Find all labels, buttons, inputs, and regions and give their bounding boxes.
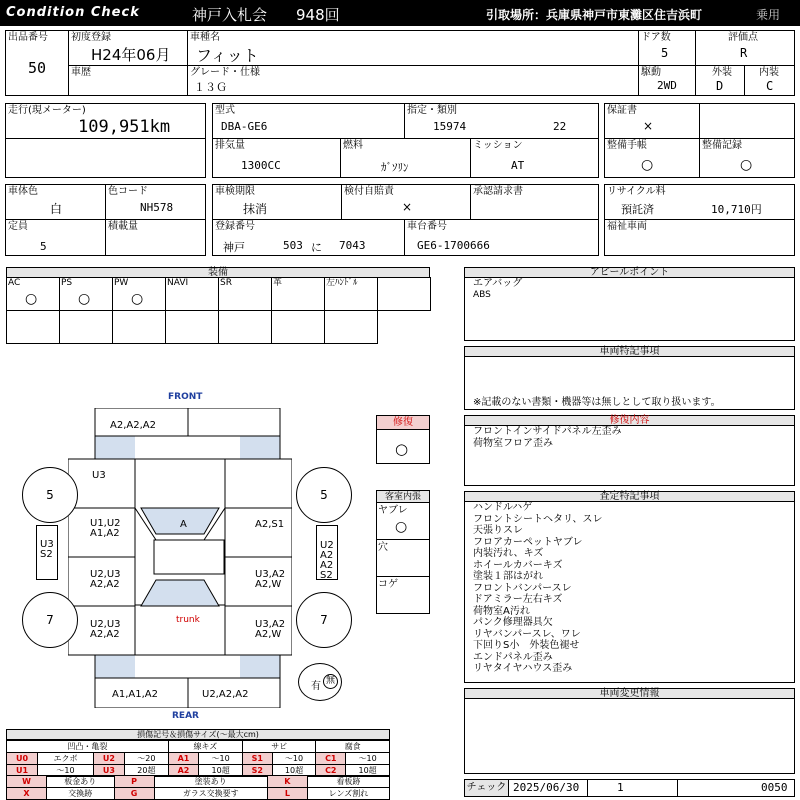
legend-group: 腐食 bbox=[316, 741, 390, 753]
inspection-notes-box bbox=[464, 501, 795, 683]
pickup-location: 引取場所：兵庫県神戸市東灘区住吉浜町 bbox=[486, 8, 703, 22]
rating-cell bbox=[695, 30, 795, 66]
inspection-note-line: 下回りS小 外装色褪せ bbox=[473, 640, 580, 651]
equipment-empty-cell bbox=[59, 310, 113, 344]
maintenance-record-cell bbox=[699, 138, 795, 178]
panel-left-door1: U1,U2 A1,A2 bbox=[90, 518, 121, 539]
inspection-note-line: 塗装１部はがれ bbox=[473, 571, 543, 582]
cabin-item-tear bbox=[377, 503, 429, 540]
vehicle-changes-box bbox=[464, 698, 795, 774]
front-label: FRONT bbox=[168, 392, 203, 402]
fuel-label: 燃料 bbox=[343, 140, 363, 151]
mileage-label: 走行(現メーター) bbox=[8, 105, 86, 116]
auction-name: 神戸入札会 bbox=[192, 6, 268, 24]
inspection-note-line: フロントシートヘタリ、スレ bbox=[473, 513, 603, 525]
tire-front-right: 5 bbox=[296, 467, 352, 523]
legend-desc: 10超 bbox=[272, 765, 316, 777]
panel-left-door2: U2,U3 A2,A2 bbox=[90, 569, 121, 590]
equipment-item bbox=[112, 277, 166, 311]
legend-code: X bbox=[7, 788, 47, 800]
legend-desc: 看板跡 bbox=[307, 776, 389, 788]
recycle-label: リサイクル料 bbox=[607, 186, 666, 197]
repair-detail-line: 荷物室フロア歪み bbox=[473, 437, 553, 449]
vehicle-changes-title: 車両変更情報 bbox=[464, 688, 795, 699]
transmission-cell bbox=[470, 138, 599, 178]
check-divider bbox=[587, 780, 588, 796]
legend-code: S1 bbox=[243, 753, 273, 765]
inspection-note-line: 内装汚れ、キズ bbox=[473, 548, 544, 559]
appeal-line: エアバッグ bbox=[473, 278, 523, 289]
equipment-empty-cell bbox=[165, 310, 219, 344]
capacity: 5 bbox=[40, 240, 47, 253]
legend-desc: 〜10 bbox=[199, 753, 243, 765]
cabin-title: 客室内張 bbox=[377, 491, 429, 503]
check-date: 2025/06/30 bbox=[513, 781, 580, 794]
interior: C bbox=[766, 79, 774, 93]
reg-kana: に bbox=[311, 241, 322, 254]
inspection-note-line: フロントバンパースレ bbox=[473, 582, 572, 594]
cabin-item-label: 穴 bbox=[378, 542, 388, 553]
appeal-box bbox=[464, 277, 795, 341]
insurance: × bbox=[402, 200, 413, 214]
panel-right-door1: A2,S1 bbox=[255, 519, 285, 530]
inspection-cell bbox=[212, 184, 342, 220]
model: DBA-GE6 bbox=[221, 120, 268, 133]
repair-details-title: 修復内容 bbox=[464, 415, 795, 426]
welfare-cell bbox=[604, 219, 795, 256]
displacement-label: 排気量 bbox=[215, 140, 245, 151]
car-name: フィット bbox=[196, 46, 259, 65]
equipment-item bbox=[59, 277, 113, 311]
tire-rear-right: 7 bbox=[296, 592, 352, 648]
load-cell bbox=[105, 219, 206, 256]
designation: 15974 bbox=[433, 120, 467, 133]
check-footer bbox=[464, 779, 795, 797]
inspection-note-line: ホイールカバーキズ bbox=[473, 559, 563, 571]
chassis-label: 車台番号 bbox=[407, 221, 447, 232]
first-reg-label: 初度登録 bbox=[71, 32, 111, 43]
spare-label: 有 bbox=[311, 681, 321, 692]
legend-code: P bbox=[114, 776, 154, 788]
rating: R bbox=[740, 46, 748, 60]
rear-label: REAR bbox=[172, 711, 199, 721]
displacement-cell bbox=[212, 138, 341, 178]
panel-roof: A bbox=[180, 519, 187, 530]
equipment-item bbox=[324, 277, 378, 311]
repair-box bbox=[376, 415, 430, 464]
inspection-note-line: ハンドルハゲ bbox=[473, 502, 533, 513]
interior-cell bbox=[744, 65, 795, 96]
warranty-label: 保証書 bbox=[607, 105, 637, 116]
warranty-extra-cell bbox=[699, 103, 795, 139]
spare-tire bbox=[298, 663, 342, 701]
legend-group: 線キズ bbox=[168, 741, 242, 753]
appeal-lines bbox=[473, 278, 522, 301]
equipment-item bbox=[218, 277, 272, 311]
recycle-fee: 10,710円 bbox=[711, 203, 762, 216]
grade: １３Ｇ bbox=[194, 81, 227, 94]
inspection-note-line: パンク修理器具欠 bbox=[473, 617, 553, 628]
exterior-label: 外装 bbox=[712, 67, 732, 78]
legend-desc: 〜10 bbox=[272, 753, 316, 765]
exterior: D bbox=[716, 79, 724, 93]
listing-no-label: 出品番号 bbox=[8, 32, 48, 43]
legend-desc: 〜10 bbox=[38, 765, 94, 777]
insurance-cell bbox=[341, 184, 471, 220]
equipment-empty-cell bbox=[271, 310, 325, 344]
legend-group: 凹凸・亀裂 bbox=[7, 741, 169, 753]
legend-code: U3 bbox=[93, 765, 124, 777]
fuel-cell bbox=[340, 138, 471, 178]
legend-code: W bbox=[7, 776, 47, 788]
legend-desc: レンズ割れ bbox=[307, 788, 389, 800]
vehicle-class: 乗用 bbox=[756, 8, 781, 22]
model-label: 型式 bbox=[215, 105, 235, 116]
legend-extra-table bbox=[6, 775, 390, 800]
panel-left-rear: U2,U3 A2,A2 bbox=[90, 619, 121, 640]
reg-area: 神戸 bbox=[223, 241, 245, 254]
equipment-empty-cell bbox=[218, 310, 272, 344]
appeal-line: ABS bbox=[473, 289, 491, 300]
designation-label: 指定・類別 bbox=[407, 105, 457, 116]
mileage: 109,951km bbox=[78, 117, 171, 137]
maintenance-record: ○ bbox=[740, 157, 753, 173]
inspection-note-line: エンドパネル歪み bbox=[473, 651, 553, 663]
grade-label: グレード・仕様 bbox=[190, 67, 260, 78]
legend-code: U0 bbox=[7, 753, 38, 765]
equipment-item bbox=[6, 277, 60, 311]
maintenance-book: ○ bbox=[641, 157, 654, 173]
equipment-label: 革 bbox=[273, 278, 283, 288]
designation-cell bbox=[404, 103, 599, 139]
tire-front-left: 5 bbox=[22, 467, 78, 523]
panel-top: A2,A2,A2 bbox=[110, 420, 156, 431]
appeal-title: アピールポイント bbox=[464, 267, 795, 278]
maintenance-record-label: 整備記録 bbox=[702, 140, 742, 151]
special-notes-title: 車両特記事項 bbox=[464, 346, 795, 357]
equipment-label: PS bbox=[61, 278, 73, 288]
doors-cell bbox=[638, 30, 696, 66]
history-label: 車歴 bbox=[71, 67, 91, 78]
cabin-item-label: コゲ bbox=[378, 579, 398, 590]
cabin-item-value: ○ bbox=[395, 519, 408, 535]
grade-cell bbox=[187, 65, 639, 96]
legend-code: U1 bbox=[7, 765, 38, 777]
legend-code: C1 bbox=[316, 753, 346, 765]
inspection-note-line: フロアカーペットヤブレ bbox=[473, 536, 583, 548]
fuel: ｶﾞｿﾘﾝ bbox=[381, 161, 409, 174]
legend-code: L bbox=[267, 788, 307, 800]
legend-desc: 〜10 bbox=[346, 753, 390, 765]
drive: 2WD bbox=[657, 79, 677, 92]
legend-desc: 板金あり bbox=[47, 776, 115, 788]
trunk-label: trunk bbox=[176, 615, 200, 625]
legend-desc: 〜20 bbox=[124, 753, 168, 765]
first-reg-cell bbox=[68, 30, 188, 66]
right-mirror bbox=[316, 525, 338, 580]
equipment-empty-cell bbox=[112, 310, 166, 344]
legend-desc: 交換跡 bbox=[47, 788, 115, 800]
displacement: 1300CC bbox=[241, 159, 281, 172]
color-code-cell bbox=[105, 184, 206, 220]
auction-lot: 948回 bbox=[296, 6, 340, 24]
legend-desc: エクボ bbox=[38, 753, 94, 765]
body-color-label: 車体色 bbox=[8, 186, 38, 197]
category: 22 bbox=[553, 120, 567, 133]
maintenance-book-label: 整備手帳 bbox=[607, 140, 647, 151]
legend-code: C2 bbox=[316, 765, 346, 777]
panel-left-front: U3 bbox=[92, 470, 106, 481]
equipment-empty-cell bbox=[6, 310, 60, 344]
inspection-note-line: ドアミラー左右キズ bbox=[473, 594, 563, 605]
check-divider bbox=[677, 780, 678, 796]
drive-label: 駆動 bbox=[641, 67, 661, 78]
listing-no: 50 bbox=[28, 59, 47, 77]
repair-value: ○ bbox=[395, 440, 409, 458]
check-code: 0050 bbox=[761, 781, 788, 794]
equipment-item bbox=[165, 277, 219, 311]
legend-desc: 20超 bbox=[124, 765, 168, 777]
warranty-cell bbox=[604, 103, 700, 139]
warranty: × bbox=[643, 119, 654, 133]
car-body-outline bbox=[68, 408, 292, 708]
equipment-value: ○ bbox=[131, 291, 144, 307]
right-mirror-text: U2 A2 A2 S2 bbox=[320, 540, 334, 581]
reg-num: 7043 bbox=[339, 239, 366, 252]
transmission: AT bbox=[511, 159, 525, 172]
legend-code: K bbox=[267, 776, 307, 788]
equipment-label: NAVI bbox=[167, 278, 189, 288]
panel-right-door2: U3,A2 A2,W bbox=[255, 569, 286, 590]
legend-code: U2 bbox=[93, 753, 124, 765]
interior-label: 内装 bbox=[759, 67, 779, 78]
cabin-item-hole bbox=[377, 540, 429, 577]
repair-label: 修復 bbox=[377, 416, 429, 430]
listing-no-cell bbox=[5, 30, 69, 96]
panel-bottom-right: U2,A2,A2 bbox=[202, 689, 249, 700]
inspection-note-line: 荷物室A汚れ bbox=[473, 605, 530, 617]
repair-detail-line: フロントインサイドパネル左歪み bbox=[473, 426, 622, 437]
equipment-label: PW bbox=[114, 278, 129, 288]
history-cell bbox=[68, 65, 188, 96]
drive-cell bbox=[638, 65, 696, 96]
special-notes-text: ※記載のない書類・機器等は無しとして取り扱います。 bbox=[473, 397, 721, 408]
mileage-extra-cell bbox=[5, 138, 206, 178]
body-color-cell bbox=[5, 184, 106, 220]
equipment-title: 装備 bbox=[6, 267, 430, 278]
reg-no-label: 登録番号 bbox=[215, 221, 255, 232]
recycle-cell bbox=[604, 184, 795, 220]
panel-bottom-left: A1,A1,A2 bbox=[112, 689, 158, 700]
model-cell bbox=[212, 103, 405, 139]
cabin-item-burn bbox=[377, 577, 429, 613]
transmission-label: ミッション bbox=[473, 140, 523, 151]
approval-cell bbox=[470, 184, 599, 220]
capacity-cell bbox=[5, 219, 106, 256]
color-code-label: 色コード bbox=[108, 186, 148, 197]
car-name-label: 車種名 bbox=[190, 32, 220, 43]
equipment-value: ○ bbox=[25, 291, 38, 307]
legend-title: 損傷記号＆損傷サイズ(〜最大cm) bbox=[6, 729, 390, 740]
legend-desc: 塗装あり bbox=[154, 776, 267, 788]
rating-label: 評価点 bbox=[728, 32, 758, 43]
repair-details-box bbox=[464, 425, 795, 486]
equipment-label: SR bbox=[220, 278, 232, 288]
left-mirror-text: U3 S2 bbox=[40, 539, 54, 560]
equipment-empty-cell bbox=[324, 310, 378, 344]
chassis: GE6-1700666 bbox=[417, 239, 490, 252]
panel-right-rear: U3,A2 A2,W bbox=[255, 619, 286, 640]
legend-desc: 10超 bbox=[346, 765, 390, 777]
body-color: 白 bbox=[50, 202, 63, 216]
header-bar bbox=[0, 0, 800, 26]
equipment-label: 左ﾊﾝﾄﾞﾙ bbox=[326, 278, 358, 288]
reg-no-cell bbox=[212, 219, 405, 256]
first-reg: H24年06月 bbox=[91, 46, 171, 64]
load-label: 積載量 bbox=[108, 221, 138, 232]
car-name-cell bbox=[187, 30, 639, 66]
inspection-label: 車検期限 bbox=[215, 186, 255, 197]
color-code: NH578 bbox=[140, 201, 174, 214]
doors: 5 bbox=[661, 46, 669, 60]
legend-code: A2 bbox=[168, 765, 199, 777]
mileage-cell bbox=[5, 103, 206, 139]
equipment-label: AC bbox=[8, 278, 21, 288]
legend-code: A1 bbox=[168, 753, 199, 765]
exterior-cell bbox=[695, 65, 745, 96]
legend-group: サビ bbox=[243, 741, 316, 753]
repair-details-lines bbox=[473, 426, 622, 449]
chassis-cell bbox=[404, 219, 599, 256]
legend-code: G bbox=[114, 788, 154, 800]
capacity-label: 定員 bbox=[8, 221, 28, 232]
cabin-item-label: ヤブレ bbox=[378, 505, 408, 516]
maintenance-book-cell bbox=[604, 138, 700, 178]
legend-desc: ガラス交換要す bbox=[154, 788, 267, 800]
cabin-box bbox=[376, 490, 430, 614]
welfare-label: 福祉車両 bbox=[607, 221, 647, 232]
equipment-item bbox=[271, 277, 325, 311]
recycle-status: 預託済 bbox=[621, 203, 654, 216]
legend-code: S2 bbox=[243, 765, 273, 777]
reg-class: 503 bbox=[283, 239, 303, 252]
inspection-note-line: 天張りスレ bbox=[473, 525, 523, 536]
tire-rear-left: 7 bbox=[22, 592, 78, 648]
equipment-empty-cell bbox=[377, 277, 431, 311]
legend-desc: 10超 bbox=[199, 765, 243, 777]
inspection-note-line: リヤタイヤハウス歪み bbox=[473, 663, 573, 674]
check-count: 1 bbox=[617, 781, 624, 794]
inspection-notes-lines bbox=[473, 502, 603, 675]
left-mirror bbox=[36, 525, 58, 580]
special-notes-box bbox=[464, 356, 795, 410]
insurance-label: 検付自賠責 bbox=[344, 186, 394, 197]
inspection-notes-title: 査定特記事項 bbox=[464, 491, 795, 502]
approval-label: 承認請求書 bbox=[473, 186, 523, 197]
inspection: 抹消 bbox=[243, 202, 268, 216]
equipment-value: ○ bbox=[78, 291, 91, 307]
legend-table bbox=[6, 740, 390, 777]
spare-mark: 無 bbox=[323, 674, 338, 689]
check-label: チェック bbox=[465, 780, 509, 796]
doors-label: ドア数 bbox=[641, 32, 671, 43]
inspection-note-line: リヤバンパースレ、ワレ bbox=[473, 628, 581, 640]
brand-title: Condition Check bbox=[6, 5, 140, 20]
